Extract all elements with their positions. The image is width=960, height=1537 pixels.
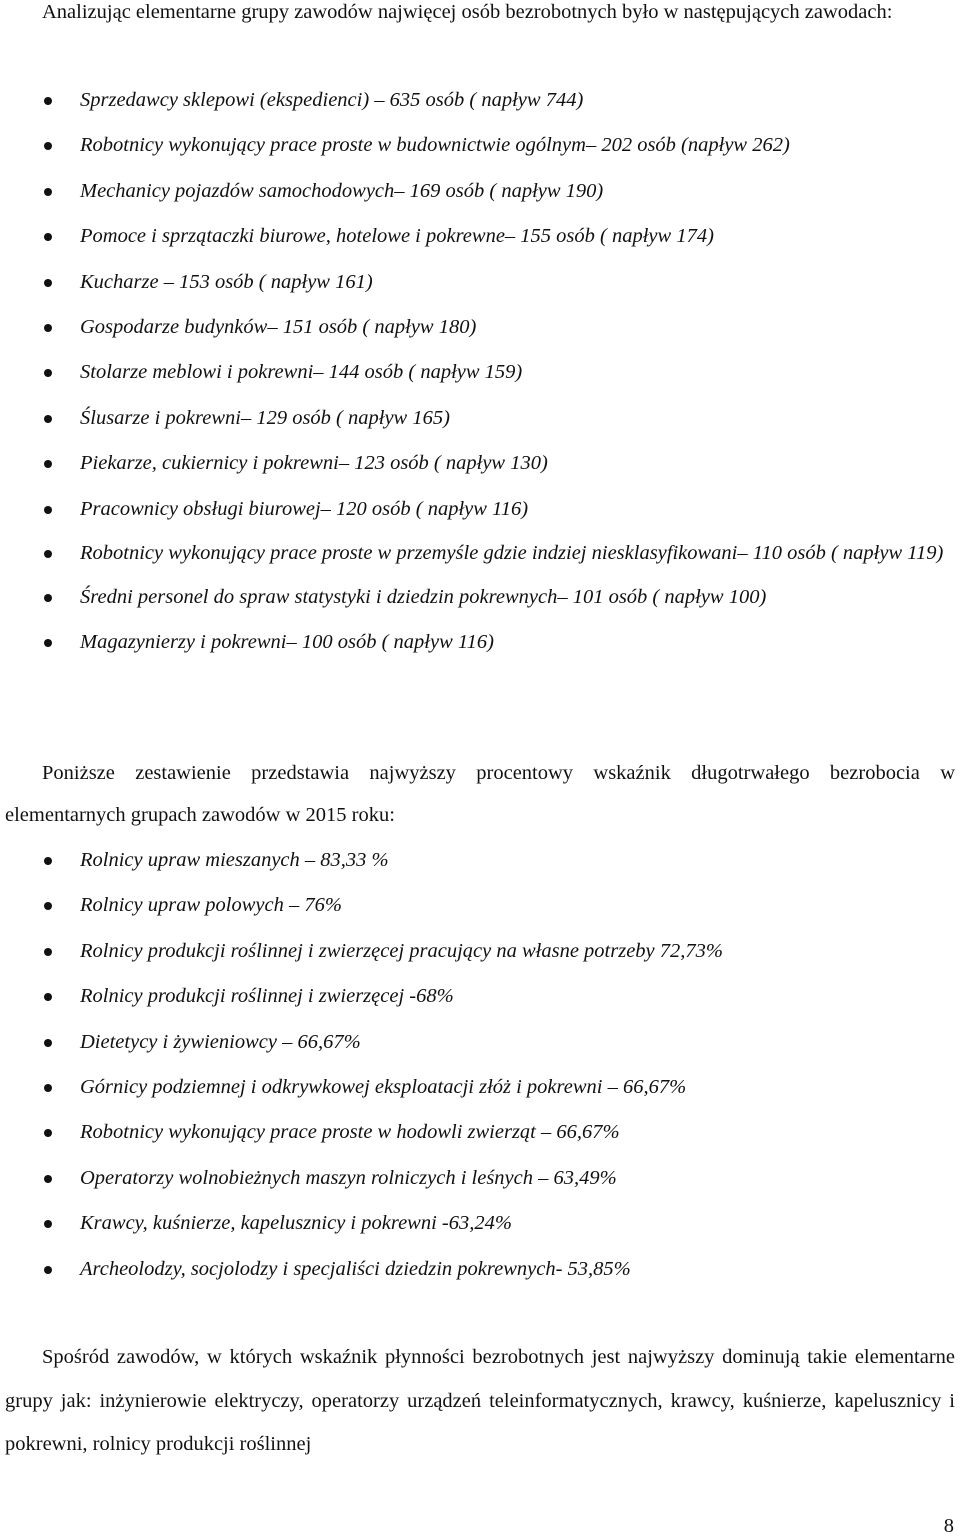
- bullet-icon: [44, 993, 52, 1001]
- bullet-icon: [44, 1039, 52, 1047]
- bullet-icon: [44, 415, 52, 423]
- bullet-icon: [44, 97, 52, 105]
- bullet-icon: [44, 902, 52, 910]
- list-item: Krawcy, kuśnierze, kapelusznicy i pokrewni -63,24%: [0, 1201, 960, 1246]
- bullet-icon: [44, 1266, 52, 1274]
- list-item: Dietetycy i żywieniowcy – 66,67%: [0, 1020, 960, 1065]
- bullet-icon: [44, 1084, 52, 1092]
- bullet-icon: [44, 369, 52, 377]
- long-term-unemployment-paragraph: Poniższe zestawienie przedstawia najwyższy procentowy wskaźnik długotrwałego bezrobocia w elementarnych grupach zawodów w 2015 roku:: [5, 762, 955, 826]
- bullet-icon: [44, 948, 52, 956]
- bullet-icon: [44, 639, 52, 647]
- list-item: Rolnicy produkcji roślinnej i zwierzęcej pracujący na własne potrzeby 72,73%: [0, 929, 960, 974]
- bullet-icon: [44, 550, 52, 558]
- list-item: Sprzedawcy sklepowi (ekspedienci) – 635 osób ( napływ 744): [0, 78, 960, 123]
- list-item: Robotnicy wykonujący prace proste w przemyśle gdzie indziej niesklasyfikowani– 110 osób ( napływ 119): [0, 532, 960, 575]
- list-item: Stolarze meblowi i pokrewni– 144 osób ( napływ 159): [0, 350, 960, 395]
- bullet-icon: [44, 142, 52, 150]
- list-item: Gospodarze budynków– 151 osób ( napływ 180): [0, 305, 960, 350]
- bullet-icon: [44, 1129, 52, 1137]
- bullet-icon: [44, 506, 52, 514]
- bullet-icon: [44, 857, 52, 865]
- list-item: Górnicy podziemnej i odkrywkowej eksploatacji złóż i pokrewni – 66,67%: [0, 1065, 960, 1110]
- list-item: Rolnicy upraw polowych – 76%: [0, 883, 960, 928]
- list-item: Kucharze – 153 osób ( napływ 161): [0, 260, 960, 305]
- bullet-icon: [44, 233, 52, 241]
- long-term-unemployment-list: [0, 838, 960, 1292]
- bullet-icon: [44, 279, 52, 287]
- bullet-icon: [44, 594, 52, 602]
- fluidity-paragraph: Spośród zawodów, w których wskaźnik płynności bezrobotnych jest najwyższy dominują takie elementarne grupy jak: inżynierowie elektryczy, operatorzy urządzeń teleinformatycznych, krawcy, kuśnierze, kapelusznicy i pokrewni, rolnicy produkcji roślinnej: [5, 1346, 955, 1455]
- intro-paragraph: Analizując elementarne grupy zawodów najwięcej osób bezrobotnych było w następujących zawodach:: [42, 1, 893, 23]
- list-item: Robotnicy wykonujący prace proste w hodowli zwierząt – 66,67%: [0, 1110, 960, 1155]
- list-item: Ślusarze i pokrewni– 129 osób ( napływ 165): [0, 396, 960, 441]
- bullet-icon: [44, 1175, 52, 1183]
- unemployed-occupations-list: [0, 78, 960, 666]
- list-item: Archeolodzy, socjolodzy i specjaliści dziedzin pokrewnych- 53,85%: [0, 1247, 960, 1292]
- list-item: Robotnicy wykonujący prace proste w budownictwie ogólnym– 202 osób (napływ 262): [0, 123, 960, 168]
- list-item: Rolnicy upraw mieszanych – 83,33 %: [0, 838, 960, 883]
- list-item: Piekarze, cukiernicy i pokrewni– 123 osób ( napływ 130): [0, 441, 960, 486]
- list-item: Rolnicy produkcji roślinnej i zwierzęcej -68%: [0, 974, 960, 1019]
- list-item: Pomoce i sprzątaczki biurowe, hotelowe i pokrewne– 155 osób ( napływ 174): [0, 214, 960, 259]
- list-item: Średni personel do spraw statystyki i dziedzin pokrewnych– 101 osób ( napływ 100): [0, 575, 960, 620]
- list-item: Operatorzy wolnobieżnych maszyn rolniczych i leśnych – 63,49%: [0, 1156, 960, 1201]
- bullet-icon: [44, 324, 52, 332]
- bullet-icon: [44, 188, 52, 196]
- list-item: Pracownicy obsługi biurowej– 120 osób ( napływ 116): [0, 487, 960, 532]
- bullet-icon: [44, 1220, 52, 1228]
- bullet-icon: [44, 460, 52, 468]
- page-number: 8: [943, 1515, 954, 1537]
- list-item: Mechanicy pojazdów samochodowych– 169 osób ( napływ 190): [0, 169, 960, 214]
- list-item: Magazynierzy i pokrewni– 100 osób ( napływ 116): [0, 620, 960, 665]
